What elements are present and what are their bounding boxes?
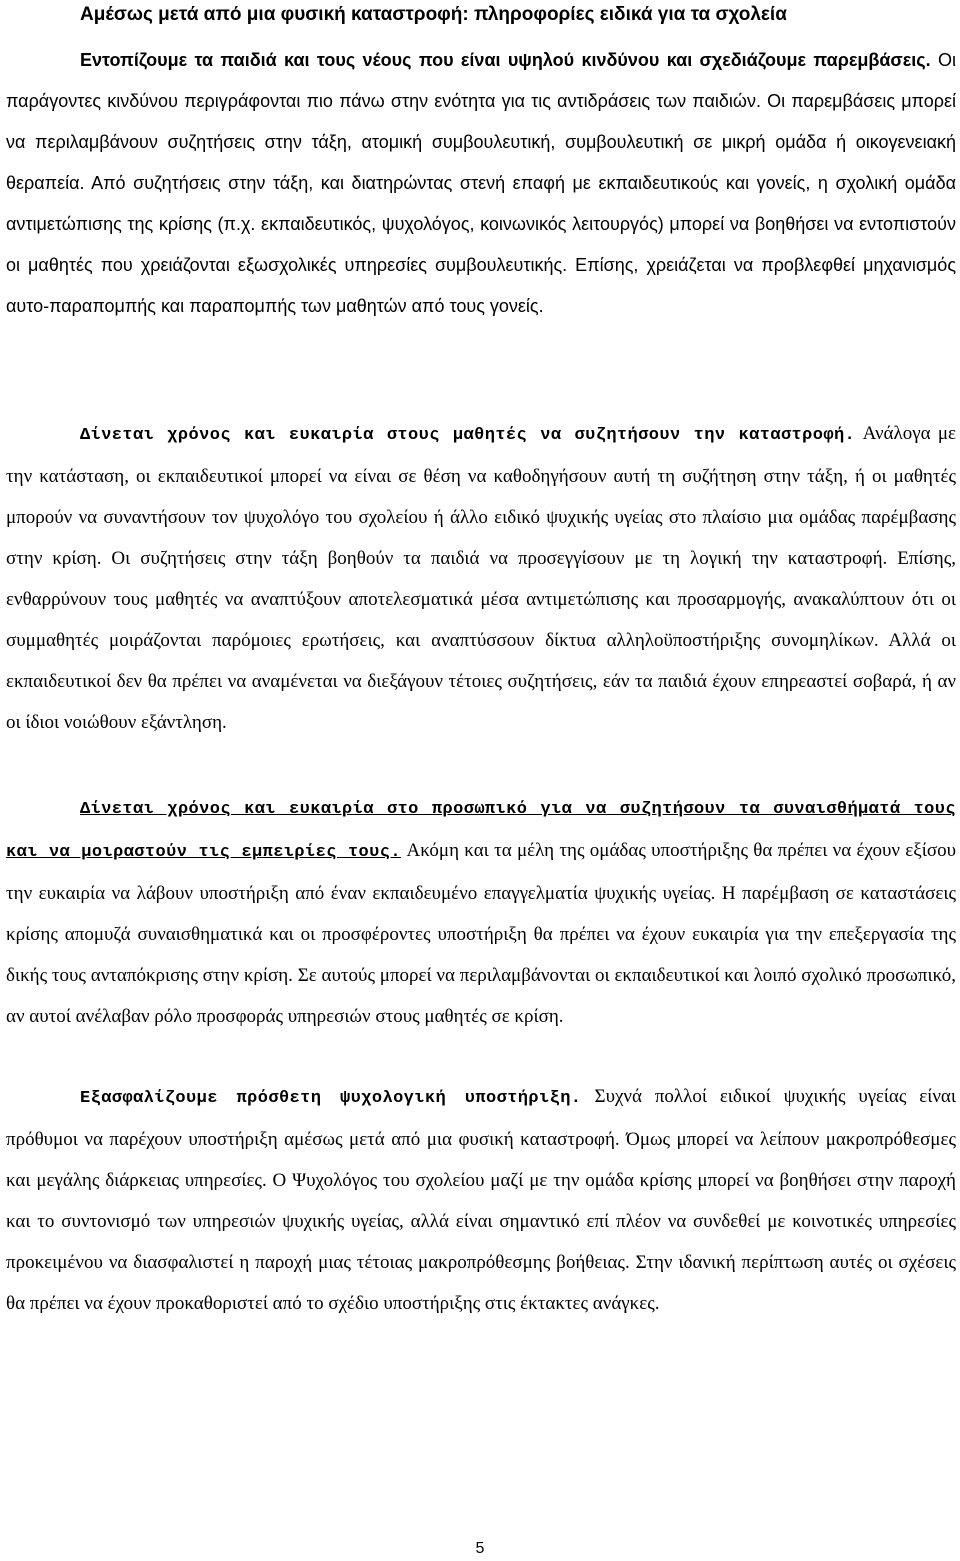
paragraph-heading: Δίνεται χρόνος και ευκαιρία στους μαθητές να συζητήσουν την καταστροφή. <box>80 426 856 445</box>
paragraph-staff-discussion <box>6 787 956 1037</box>
paragraph-additional-support <box>6 1076 956 1324</box>
paragraph-body: Ανάλογα με την κατάσταση, οι εκπαιδευτικοί μπορεί να είναι σε θέση να καθοδηγήσουν αυτή τη συζήτηση στην τάξη, ή οι μαθητές μπορούν να συναντήσουν τον ψυχολόγο του σχολείου ή άλλο ειδικό ψυχικής υγείας στο πλαίσιο μια ομάδας παρέμβασης στην κρίση. Οι συζητήσεις στην τάξη βοηθούν τα παιδιά να προσεγγίσουν με τη λογική την καταστροφή. Επίσης, ενθαρρύνουν τους μαθητές να αναπτύξουν αποτελεσματικά μέσα αντιμετώπισης και προσαρμογής, ανακαλύπτουν ότι οι συμμαθητές μοιράζονται παρόμοιες ερωτήσεις, και αναπτύσσουν δίκτυα αλληλοϋποστήριξης συνομηλίκων. Αλλά οι εκπαιδευτικοί δεν θα πρέπει να αναμένεται να διεξάγουν τέτοιες συζητήσεις, εάν τα παιδιά έχουν επηρεαστεί σοβαρά, ή αν οι ίδιοι νοιώθουν εξάντληση. <box>6 423 956 733</box>
paragraph-identify-high-risk <box>6 40 956 327</box>
paragraph-heading: Δίνεται χρόνος και ευκαιρία στο προσωπικό για να συζητήσουν τα συναισθήματά τους και να μοιραστούν τις εμπειρίες τους. <box>6 800 956 862</box>
paragraph-body: Οι παράγοντες κινδύνου περιγράφονται πιο πάνω στην ενότητα για τις αντιδράσεις των παιδιών. Οι παρεμβάσεις μπορεί να περιλαμβάνουν συζητήσεις στην τάξη, ατομική συμβουλευτική, συμβουλευτική σε μικρή ομάδα ή οικογενειακή θεραπεία. Από συζητήσεις στην τάξη, και διατηρώντας στενή επαφή με εκπαιδευτικούς και γονείς, η σχολική ομάδα αντιμετώπισης της κρίσης (π.χ. εκπαιδευτικός, ψυχολόγος, κοινωνικός λειτουργός) μπορεί να βοηθήσει να εντοπιστούν οι μαθητές που χρειάζονται εξωσχολικές υπηρεσίες συμβουλευτικής. Επίσης, χρειάζεται να προβλεφθεί μηχανισμός αυτο-παραπομπής και παραπομπής των μαθητών από τους γονείς. <box>6 50 956 316</box>
paragraph-student-discussion <box>6 413 956 743</box>
paragraph-heading: Εντοπίζουμε τα παιδιά και τους νέους που είναι υψηλού κινδύνου και σχεδιάζουμε παρεμβάσεις. <box>80 50 931 70</box>
paragraph-body: Συχνά πολλοί ειδικοί ψυχικής υγείας είναι πρόθυμοι να παρέχουν υποστήριξη αμέσως μετά από μια φυσική καταστροφή. Όμως μπορεί να λείπουν μακροπρόθεσμες και μεγάλης διάρκειας υπηρεσίες. Ο Ψυχολόγος του σχολείου μαζί με την ομάδα κρίσης μπορεί να βοηθήσει στην παροχή και το συντονισμό των υπηρεσιών ψυχικής υγείας, αλλά είναι σημαντικό επί πλέον να συνδεθεί με κοινοτικές υπηρεσίες προκειμένου να διασφαλιστεί η παροχή μιας τέτοιας μακροπρόθεσμης βοήθειας. Στην ιδανική περίπτωση αυτές οι σχέσεις θα πρέπει να έχουν προκαθοριστεί από το σχέδιο υποστήριξης στις έκτακτες ανάγκες. <box>6 1086 956 1314</box>
document-title: Αμέσως μετά από μια φυσική καταστροφή: πληροφορίες ειδικά για τα σχολεία <box>80 4 787 25</box>
paragraph-body: Ακόμη και τα μέλη της ομάδας υποστήριξης θα πρέπει να έχουν εξίσου την ευκαιρία να λάβουν υποστήριξη από έναν εκπαιδευμένο επαγγελματία ψυχικής υγείας. Η παρέμβαση σε καταστάσεις κρίσης απομυζά συναισθηματικά και οι προσφέροντες υποστήριξη θα πρέπει να έχουν ευκαιρία για την επεξεργασία της δικής τους ανταπόκρισης στην κρίση. Σε αυτούς μπορεί να περιλαμβάνονται οι εκπαιδευτικοί και λοιπό σχολικό προσωπικό, αν αυτοί ανέλαβαν ρόλο προσφοράς υπηρεσιών στους μαθητές σε κρίση. <box>6 840 956 1027</box>
page-number: 5 <box>475 1540 485 1557</box>
paragraph-heading: Εξασφαλίζουμε πρόσθετη ψυχολογική υποστήριξη. <box>80 1089 582 1108</box>
